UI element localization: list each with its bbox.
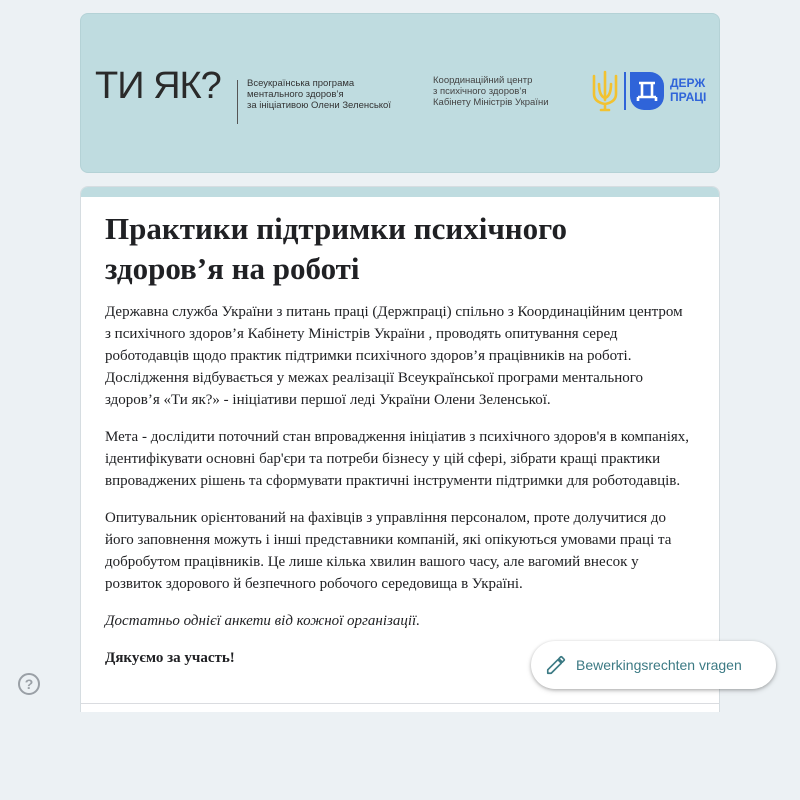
one-per-organization-note: Достатньо однієї анкети від кожної організації.: [105, 613, 420, 629]
form-title: Практики підтримки психічного здоров’я на роботі: [105, 211, 567, 286]
trident-icon: [590, 70, 620, 112]
logo-divider: [237, 80, 238, 124]
form-description: [105, 209, 690, 684]
card-accent-bar: [81, 187, 719, 197]
program-line: за ініціативою Олени Зеленської: [247, 100, 391, 111]
program-line: ментального здоров’я: [247, 89, 344, 100]
tiyak-logo: ТИ ЯК?: [95, 65, 221, 107]
request-edit-access-button[interactable]: [531, 641, 776, 689]
description-paragraph: Мета - дослідити поточний стан впровадження ініціатив з психічного здоров'я в компаніях, ідентифікувати основні бар'єри та потреби бізнесу у цій сфері, зібрати кращі практики впроваджених рішень та сформувати практичні інструменти підтримки для роботодавців.: [105, 429, 690, 489]
derzh-divider: [624, 72, 626, 110]
derzh-line: ДЕРЖ: [670, 76, 706, 90]
derzhpratsi-logo-icon: [630, 72, 664, 110]
pencil-icon: [545, 654, 567, 676]
center-line: з психічного здоров’я: [433, 86, 527, 97]
center-line: Координаційний центр: [433, 75, 533, 86]
description-paragraph: Опитувальник орієнтований на фахівців з управління персоналом, проте долучитися до його заповнення можуть і інші представники компаній, які опікуються умовами праці та добробутом працівників. Це лише кілька хвилин вашого часу, але вагомий внесок у розвиток здорового й безпечного робочого середовища в Україні.: [105, 510, 672, 592]
center-line: Кабінету Міністрів України: [433, 97, 549, 108]
program-line: Всеукраїнська програма: [247, 78, 355, 89]
header-banner: [80, 13, 720, 173]
thanks-text: Дякуємо за участь!: [105, 650, 235, 666]
request-edit-access-label: Bewerkingsrechten vragen: [576, 657, 742, 673]
derzhpratsi-wordmark: [670, 76, 706, 104]
description-paragraph: Державна служба України з питань праці (Держпраці) спільно з Координаційним центром з психічного здоров’я Кабінету Міністрів України , проводять опитування серед роботодавців щодо практик підтримки психічного здоров’я працівників на роботі. Дослідження відбувається у межах реалізації Всеукраїнської програми ментального здоров’я «Ти як?» - ініціативи першої леді України Олени Зеленської.: [105, 304, 683, 408]
card-divider: [81, 703, 719, 704]
program-caption: [247, 78, 417, 111]
page-background: [0, 712, 800, 800]
derzh-line: ПРАЦІ: [670, 90, 707, 104]
coordination-center-caption: [433, 75, 573, 108]
help-circle-icon[interactable]: ?: [18, 673, 40, 695]
